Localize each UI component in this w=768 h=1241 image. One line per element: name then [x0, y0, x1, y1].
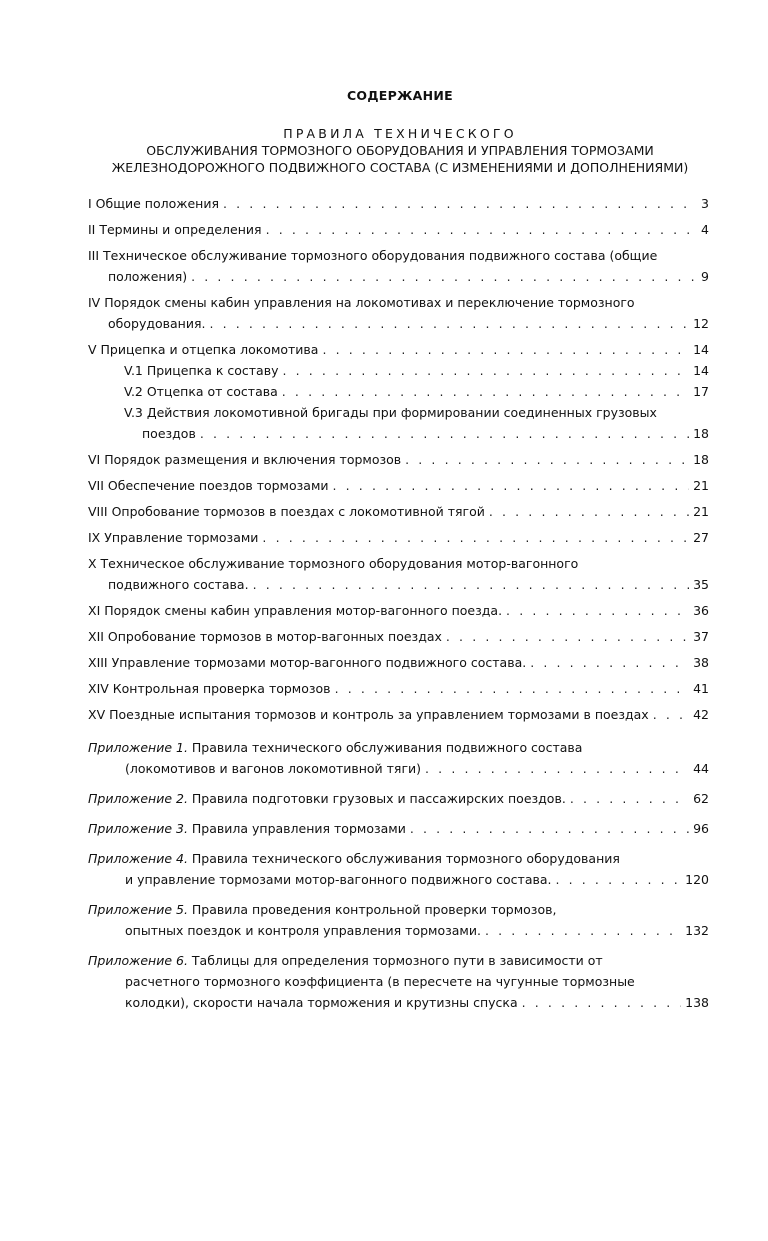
toc-entry-text: I Общие положения: [88, 196, 219, 211]
leader-dots: [522, 992, 682, 1013]
subtitle-line-2: ОБСЛУЖИВАНИЯ ТОРМОЗНОГО ОБОРУДОВАНИЯ И УПРАВЛЕНИЯ ТОРМОЗАМИ: [146, 143, 654, 158]
leader-dots: [335, 678, 690, 699]
toc-entry-14[interactable]: [88, 678, 709, 699]
toc-entry-text: XV Поездные испытания тормозов и контроль за управлением тормозами в поездах: [88, 707, 649, 722]
leader-dots: [530, 652, 689, 673]
table-of-contents: [88, 193, 709, 1022]
leader-dots: [555, 869, 681, 890]
leader-dots: [425, 758, 689, 779]
toc-page-number: 3: [701, 196, 709, 211]
leader-dots: [446, 626, 689, 647]
toc-entry-1[interactable]: [88, 193, 709, 214]
toc-page-number: 96: [693, 821, 709, 836]
appendix-label: Приложение 5.: [88, 902, 188, 917]
leader-dots: [333, 475, 690, 496]
appendix-label: Приложение 4.: [88, 851, 188, 866]
toc-subentry-5-2[interactable]: [124, 381, 709, 402]
toc-entry-2[interactable]: [88, 219, 709, 240]
leader-dots: [191, 266, 697, 287]
toc-entry-text: опытных поездок и контроля управления тормозами.: [125, 923, 481, 938]
toc-entry-5[interactable]: [88, 339, 709, 360]
toc-entry-13[interactable]: [88, 652, 709, 673]
toc-page-number: 41: [693, 681, 709, 696]
toc-entry-9[interactable]: [88, 527, 709, 548]
toc-entry-line: [88, 950, 709, 971]
toc-entry-text: VIII Опробование тормозов в поездах с локомотивной тягой: [88, 504, 485, 519]
toc-entry-line: III Техническое обслуживание тормозного оборудования подвижного состава (общие: [88, 248, 658, 263]
toc-entry-4[interactable]: [88, 292, 709, 334]
leader-dots: [253, 574, 690, 595]
leader-dots: [223, 193, 697, 214]
toc-page-number: 42: [693, 707, 709, 722]
toc-entry-text: V Прицепка и отцепка локомотива: [88, 342, 319, 357]
toc-entry-text: V.2 Отцепка от состава: [124, 384, 278, 399]
appendix-title: Правила управления тормозами: [187, 821, 406, 836]
leader-dots: [489, 501, 689, 522]
leader-dots: [653, 704, 689, 725]
toc-page-number: 37: [693, 629, 709, 644]
toc-page-number: 120: [685, 872, 709, 887]
toc-entry-text: поездов: [142, 426, 196, 441]
toc-entry-text: XI Порядок смены кабин управления мотор-вагонного поезда.: [88, 603, 503, 618]
toc-entry-3[interactable]: [88, 245, 709, 287]
toc-page-number: 36: [693, 603, 709, 618]
toc-page-number: 21: [693, 478, 709, 493]
toc-page-number: 138: [685, 995, 709, 1010]
toc-page-number: 27: [693, 530, 709, 545]
toc-entry-line: [88, 848, 709, 869]
toc-entry-7[interactable]: [88, 475, 709, 496]
toc-page-number: 9: [701, 269, 709, 284]
page-title: СОДЕРЖАНИЕ: [346, 88, 454, 103]
appendix-title: Правила технического обслуживания тормозного оборудования: [187, 851, 620, 866]
toc-entry-text: [88, 818, 406, 839]
leader-dots: [282, 360, 689, 381]
toc-entry-text: VI Порядок размещения и включения тормозов: [88, 452, 402, 467]
leader-dots: [282, 381, 689, 402]
toc-appendix-5[interactable]: [88, 899, 709, 941]
toc-page-number: 17: [693, 384, 709, 399]
toc-entry-text: XIV Контрольная проверка тормозов: [88, 681, 331, 696]
toc-entry-line: IV Порядок смены кабин управления на локомотивах и переключение тормозного: [88, 295, 635, 310]
appendix-label: Приложение 2.: [88, 791, 188, 806]
leader-dots: [322, 339, 689, 360]
toc-entry-6[interactable]: [88, 449, 709, 470]
toc-page-number: 12: [693, 316, 709, 331]
toc-page-number: 132: [685, 923, 709, 938]
toc-subentry-5-1[interactable]: [124, 360, 709, 381]
document-subtitle: [0, 125, 768, 176]
toc-entry-text: [88, 788, 566, 809]
toc-entry-line: [88, 737, 709, 758]
toc-subentry-5-3[interactable]: [124, 402, 709, 444]
toc-appendix-2[interactable]: [88, 788, 709, 809]
subtitle-line-1: ПРАВИЛА ТЕХНИЧЕСКОГО: [283, 126, 517, 141]
appendix-label: Приложение 3.: [88, 821, 188, 836]
leader-dots: [266, 219, 697, 240]
toc-page-number: 4: [701, 222, 709, 237]
appendix-title: Таблицы для определения тормозного пути в зависимости от: [187, 953, 603, 968]
toc-page-number: 18: [693, 452, 709, 467]
toc-appendix-4[interactable]: [88, 848, 709, 890]
toc-page-number: 62: [693, 791, 709, 806]
toc-page-number: 14: [693, 363, 709, 378]
toc-entry-line: расчетного тормозного коэффициента (в пересчете на чугунные тормозные: [125, 974, 635, 989]
toc-entry-text: V.1 Прицепка к составу: [124, 363, 279, 378]
leader-dots: [506, 600, 689, 621]
leader-dots: [262, 527, 689, 548]
toc-entry-text: VII Обеспечение поездов тормозами: [88, 478, 329, 493]
toc-entry-text: IX Управление тормозами: [88, 530, 259, 545]
leader-dots: [405, 449, 689, 470]
toc-entry-line: [88, 899, 709, 920]
toc-page-number: 14: [693, 342, 709, 357]
toc-entry-text: XII Опробование тормозов в мотор-вагонных поездах: [88, 629, 442, 644]
leader-dots: [209, 313, 689, 334]
leader-dots: [485, 920, 681, 941]
toc-entry-text: (локомотивов и вагонов локомотивной тяги): [125, 761, 422, 776]
toc-entry-text: подвижного состава.: [108, 577, 249, 592]
toc-entry-text: оборудования.: [108, 316, 206, 331]
toc-entry-text: и управление тормозами мотор-вагонного подвижного состава.: [125, 872, 552, 887]
toc-appendix-3[interactable]: [88, 818, 709, 839]
toc-page-number: 35: [693, 577, 709, 592]
leader-dots: [570, 788, 689, 809]
toc-entry-10[interactable]: [88, 553, 709, 595]
toc-page-number: 38: [693, 655, 709, 670]
leader-dots: [200, 423, 689, 444]
toc-entry-line: X Техническое обслуживание тормозного оборудования мотор-вагонного: [88, 556, 579, 571]
subtitle-line-3: ЖЕЛЕЗНОДОРОЖНОГО ПОДВИЖНОГО СОСТАВА (С ИЗМЕНЕНИЯМИ И ДОПОЛНЕНИЯМИ): [111, 160, 689, 175]
toc-entry-11[interactable]: [88, 600, 709, 621]
toc-entry-text: положения): [108, 269, 188, 284]
toc-page-number: 21: [693, 504, 709, 519]
toc-page-number: 18: [693, 426, 709, 441]
toc-entry-text: II Термины и определения: [88, 222, 262, 237]
appendix-title: Правила подготовки грузовых и пассажирских поездов.: [187, 791, 566, 806]
toc-entry-12[interactable]: [88, 626, 709, 647]
leader-dots: [410, 818, 689, 839]
appendix-label: Приложение 1.: [88, 740, 188, 755]
toc-appendix-1[interactable]: [88, 737, 709, 779]
toc-entry-line: V.3 Действия локомотивной бригады при формировании соединенных грузовых: [124, 405, 657, 420]
toc-entry-15[interactable]: [88, 704, 709, 725]
toc-appendix-6[interactable]: [88, 950, 709, 1013]
appendix-title: Правила проведения контрольной проверки тормозов,: [187, 902, 557, 917]
toc-entry-text: колодки), скорости начала торможения и крутизны спуска: [125, 995, 518, 1010]
toc-entry-text: XIII Управление тормозами мотор-вагонного подвижного состава.: [88, 655, 527, 670]
appendix-label: Приложение 6.: [88, 953, 188, 968]
toc-page-number: 44: [693, 761, 709, 776]
appendix-title: Правила технического обслуживания подвижного состава: [187, 740, 583, 755]
toc-entry-8[interactable]: [88, 501, 709, 522]
